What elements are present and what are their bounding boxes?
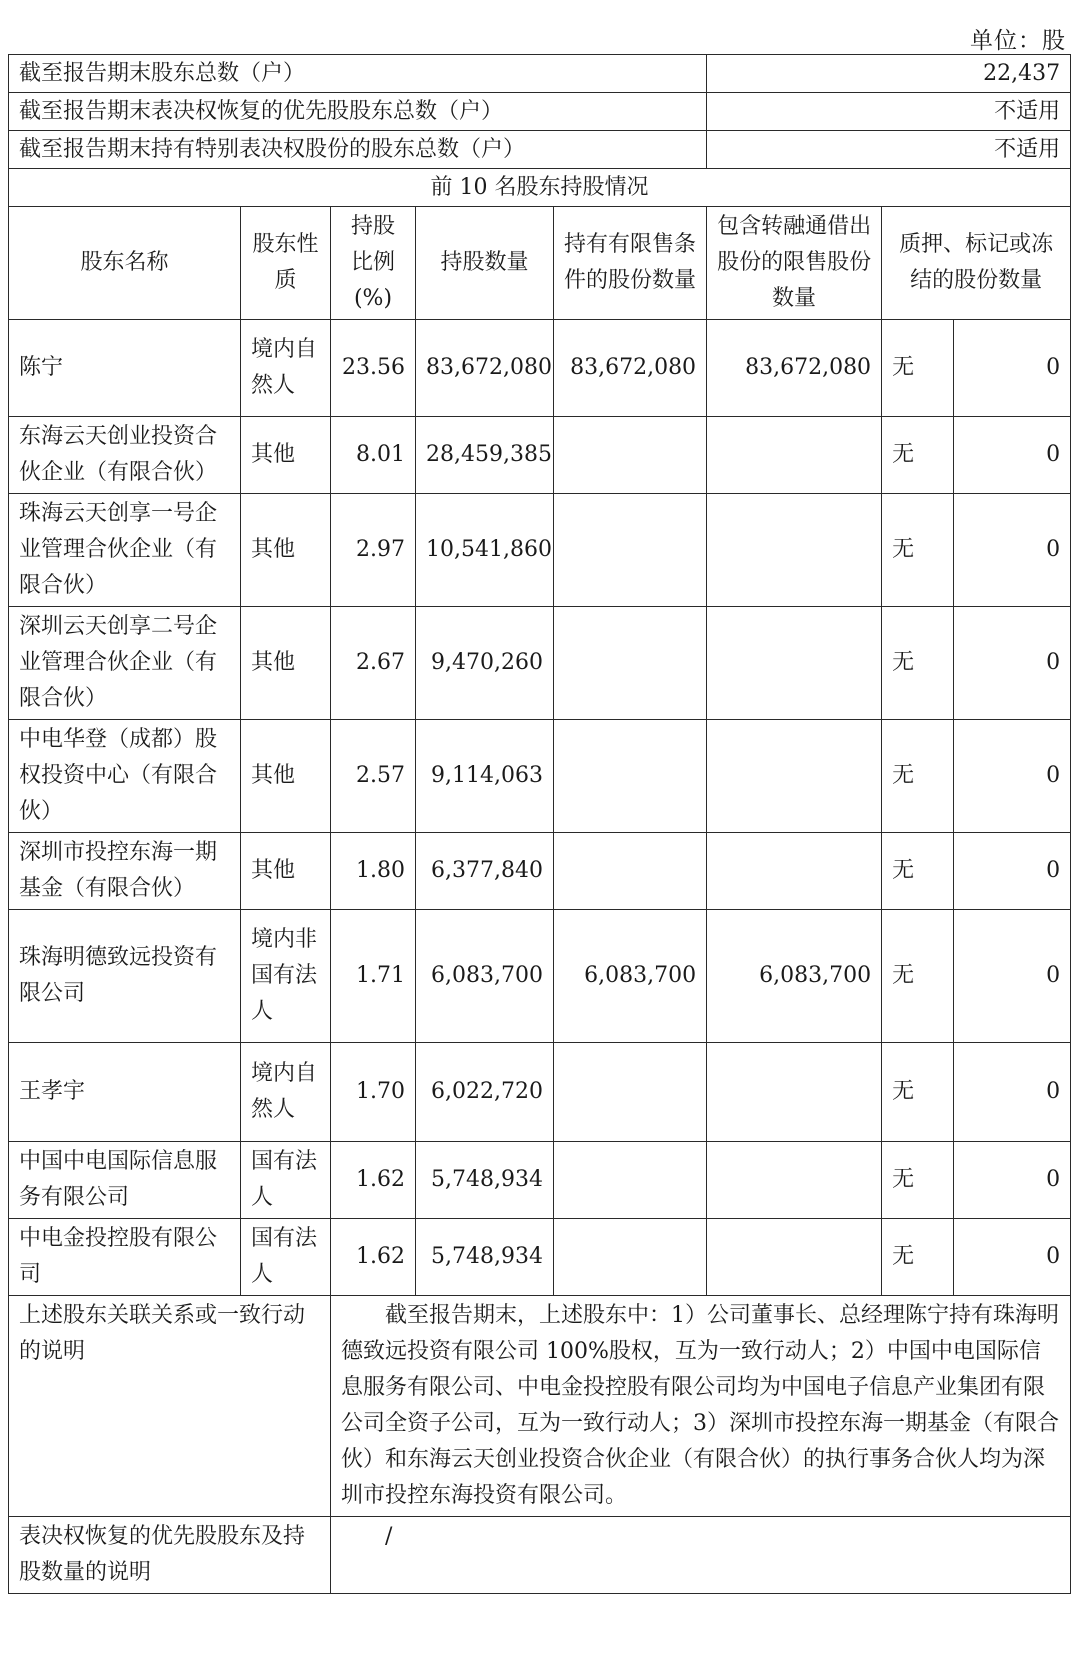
pledged-quantity: 0 [954, 1043, 1071, 1142]
lent-restricted-quantity: 83,672,080 [707, 320, 882, 417]
col-header-lent: 包含转融通借出股份的限售股份数量 [707, 207, 882, 320]
pledge-status: 无 [882, 1219, 954, 1296]
share-quantity: 28,459,385 [416, 417, 554, 494]
shareholder-name: 王孝宇 [9, 1043, 241, 1142]
share-quantity: 9,114,063 [416, 720, 554, 833]
unit-label: 单位：股 [970, 28, 1066, 54]
shareholder-name: 东海云天创业投资合伙企业（有限合伙） [9, 417, 241, 494]
summary-row [9, 93, 1071, 131]
lent-restricted-quantity [707, 720, 882, 833]
summary-label: 截至报告期末表决权恢复的优先股股东总数（户） [9, 93, 707, 131]
lent-restricted-quantity [707, 1043, 882, 1142]
col-header-pledge: 质押、标记或冻结的股份数量 [882, 207, 1071, 320]
share-ratio: 8.01 [331, 417, 416, 494]
pledge-status: 无 [882, 607, 954, 720]
table-row [9, 494, 1071, 607]
pledge-status: 无 [882, 320, 954, 417]
restricted-quantity: 6,083,700 [554, 910, 707, 1043]
shareholder-name: 中国中电国际信息服务有限公司 [9, 1142, 241, 1219]
summary-value: 不适用 [707, 131, 1071, 169]
table-row [9, 607, 1071, 720]
relation-label: 上述股东关联关系或一致行动的说明 [9, 1296, 331, 1517]
shareholder-name: 珠海云天创享一号企业管理合伙企业（有限合伙） [9, 494, 241, 607]
pledge-status: 无 [882, 1043, 954, 1142]
share-ratio: 23.56 [331, 320, 416, 417]
lent-restricted-quantity [707, 1142, 882, 1219]
col-header-qty: 持股数量 [416, 207, 554, 320]
shareholder-name: 深圳市投控东海一期基金（有限合伙） [9, 833, 241, 910]
share-ratio: 1.62 [331, 1219, 416, 1296]
pledged-quantity: 0 [954, 833, 1071, 910]
shareholder-name: 中电华登（成都）股权投资中心（有限合伙） [9, 720, 241, 833]
col-header-name: 股东名称 [9, 207, 241, 320]
table-row [9, 720, 1071, 833]
restricted-quantity [554, 494, 707, 607]
restricted-quantity [554, 833, 707, 910]
restricted-quantity [554, 1219, 707, 1296]
table-row [9, 1219, 1071, 1296]
restricted-quantity [554, 417, 707, 494]
summary-label: 截至报告期末持有特别表决权股份的股东总数（户） [9, 131, 707, 169]
table-row [9, 1142, 1071, 1219]
shareholder-name: 中电金投控股有限公司 [9, 1219, 241, 1296]
pledged-quantity: 0 [954, 417, 1071, 494]
col-header-nature: 股东性质 [241, 207, 331, 320]
pledged-quantity: 0 [954, 1142, 1071, 1219]
pledged-quantity: 0 [954, 607, 1071, 720]
pledge-status: 无 [882, 910, 954, 1043]
shareholder-nature: 其他 [241, 720, 331, 833]
table-row [9, 1043, 1071, 1142]
pledged-quantity: 0 [954, 1219, 1071, 1296]
pledged-quantity: 0 [954, 720, 1071, 833]
share-quantity: 9,470,260 [416, 607, 554, 720]
preferred-row [9, 1517, 1071, 1594]
share-ratio: 1.70 [331, 1043, 416, 1142]
summary-value: 22,437 [707, 55, 1071, 93]
shareholder-nature: 境内自然人 [241, 1043, 331, 1142]
pledge-status: 无 [882, 720, 954, 833]
table-row [9, 320, 1071, 417]
pledge-status: 无 [882, 1142, 954, 1219]
share-ratio: 2.97 [331, 494, 416, 607]
shareholder-name: 深圳云天创享二号企业管理合伙企业（有限合伙） [9, 607, 241, 720]
shareholder-nature: 其他 [241, 494, 331, 607]
share-quantity: 6,022,720 [416, 1043, 554, 1142]
pledge-status: 无 [882, 417, 954, 494]
shareholder-nature: 其他 [241, 417, 331, 494]
share-ratio: 1.71 [331, 910, 416, 1043]
shareholder-nature: 国有法人 [241, 1219, 331, 1296]
share-ratio: 2.67 [331, 607, 416, 720]
section-title-row [9, 169, 1071, 207]
preferred-label: 表决权恢复的优先股股东及持股数量的说明 [9, 1517, 331, 1594]
lent-restricted-quantity [707, 1219, 882, 1296]
restricted-quantity [554, 720, 707, 833]
restricted-quantity [554, 607, 707, 720]
relation-text: 截至报告期末，上述股东中：1）公司董事长、总经理陈宁持有珠海明德致远投资有限公司 100%股权，互为一致行动人；2）中国中电国际信息服务有限公司、中电金投控股有限公司均为中国电子信息产业集团有限公司全资子公司，互为一致行动人；3）深圳市投控东海一期基金（有限合伙）和东海云天创业投资合伙企业（有限合伙）的执行事务合伙人均为深圳市投控东海投资有限公司。 [331, 1296, 1071, 1517]
share-quantity: 10,541,860 [416, 494, 554, 607]
summary-value: 不适用 [707, 93, 1071, 131]
table-row [9, 910, 1071, 1043]
lent-restricted-quantity [707, 607, 882, 720]
share-quantity: 5,748,934 [416, 1219, 554, 1296]
col-header-ratio: 持股比例(%) [331, 207, 416, 320]
lent-restricted-quantity [707, 417, 882, 494]
summary-row [9, 131, 1071, 169]
summary-row [9, 55, 1071, 93]
share-quantity: 5,748,934 [416, 1142, 554, 1219]
share-ratio: 2.57 [331, 720, 416, 833]
restricted-quantity: 83,672,080 [554, 320, 707, 417]
restricted-quantity [554, 1043, 707, 1142]
restricted-quantity [554, 1142, 707, 1219]
shareholder-nature: 其他 [241, 607, 331, 720]
summary-label: 截至报告期末股东总数（户） [9, 55, 707, 93]
pledged-quantity: 0 [954, 494, 1071, 607]
share-quantity: 83,672,080 [416, 320, 554, 417]
share-ratio: 1.62 [331, 1142, 416, 1219]
share-quantity: 6,083,700 [416, 910, 554, 1043]
preferred-text: / [331, 1517, 1071, 1594]
shareholder-nature: 境内非国有法人 [241, 910, 331, 1043]
section-title: 前 10 名股东持股情况 [9, 169, 1071, 207]
shareholder-nature: 国有法人 [241, 1142, 331, 1219]
column-header-row [9, 207, 1071, 320]
pledge-status: 无 [882, 833, 954, 910]
share-quantity: 6,377,840 [416, 833, 554, 910]
shareholder-nature: 其他 [241, 833, 331, 910]
lent-restricted-quantity: 6,083,700 [707, 910, 882, 1043]
pledged-quantity: 0 [954, 910, 1071, 1043]
shareholder-name: 陈宁 [9, 320, 241, 417]
table-row [9, 417, 1071, 494]
pledged-quantity: 0 [954, 320, 1071, 417]
lent-restricted-quantity [707, 494, 882, 607]
shareholder-nature: 境内自然人 [241, 320, 331, 417]
lent-restricted-quantity [707, 833, 882, 910]
shareholder-table [8, 54, 1071, 1594]
relation-row [9, 1296, 1071, 1517]
share-ratio: 1.80 [331, 833, 416, 910]
shareholder-name: 珠海明德致远投资有限公司 [9, 910, 241, 1043]
table-row [9, 833, 1071, 910]
col-header-restricted: 持有有限售条件的股份数量 [554, 207, 707, 320]
pledge-status: 无 [882, 494, 954, 607]
